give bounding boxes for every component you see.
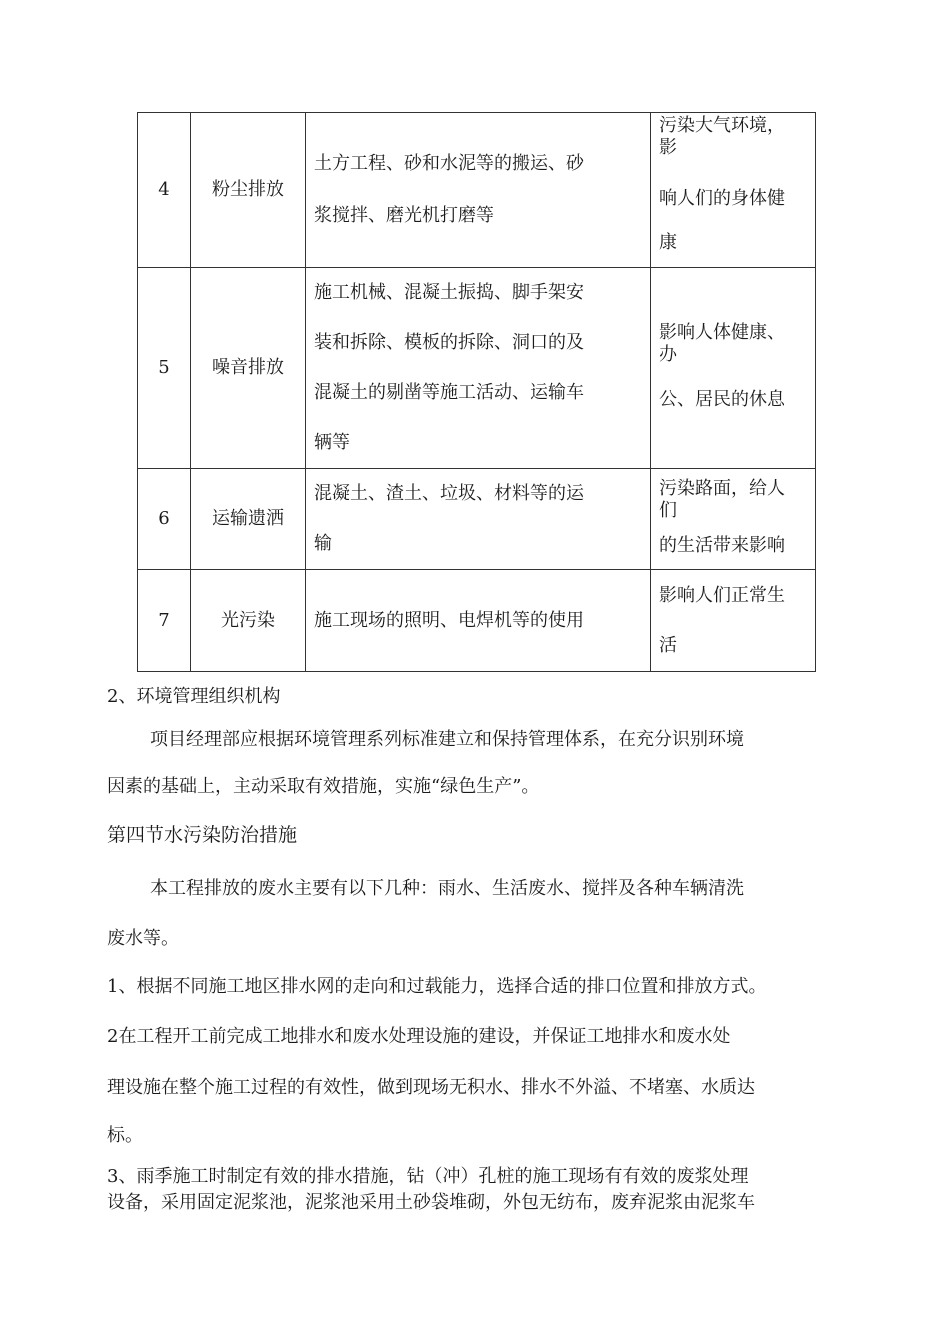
- impact-line: 们: [659, 500, 677, 521]
- row-number: 5: [138, 268, 191, 469]
- row-number: 6: [138, 469, 191, 570]
- impact-line: 影响人体健康、: [659, 322, 785, 343]
- impact-line: 响人们的身体健: [659, 188, 785, 209]
- impact-line: 污染路面，给人: [659, 478, 785, 499]
- list-item-3-line: 设备，采用固定泥浆池，泥浆池采用土砂袋堆砌，外包无纺布，废弃泥浆由泥浆车: [107, 1192, 755, 1213]
- row-number: 4: [138, 113, 191, 268]
- factor-impact: [651, 469, 816, 570]
- impact-line: 活: [659, 634, 677, 656]
- factor-impact: [651, 570, 816, 672]
- impact-line: 康: [659, 232, 677, 253]
- list-item-3-line: 3、雨季施工时制定有效的排水措施，钻（冲）孔桩的施工现场有有效的废浆处理: [107, 1166, 749, 1187]
- source-line: 混凝土、渣土、垃圾、材料等的运: [314, 483, 584, 504]
- source-line: 施工机械、混凝土振捣、脚手架安: [314, 282, 584, 303]
- impact-line: 影: [659, 137, 677, 158]
- list-item-2-line: 理设施在整个施工过程的有效性，做到现场无积水、排水不外溢、不堵塞、水质达: [107, 1077, 755, 1098]
- impact-line: 影响人们正常生: [659, 584, 785, 606]
- factor-name: 粉尘排放: [191, 113, 306, 268]
- source-line: 施工现场的照明、电焊机等的使用: [314, 609, 584, 631]
- list-item-2-line: 2在工程开工前完成工地排水和废水处理设施的建设，并保证工地排水和废水处: [107, 1026, 731, 1047]
- paragraph-line: 项目经理部应根据环境管理系列标准建立和保持管理体系，在充分识别环境: [150, 729, 744, 750]
- paragraph-line: 因素的基础上，主动采取有效措施，实施“绿色生产”。: [107, 776, 540, 797]
- source-line: 辆等: [314, 432, 350, 453]
- source-line: 混凝土的剔凿等施工活动、运输车: [314, 382, 584, 403]
- impact-line: 的生活带来影响: [659, 535, 785, 556]
- factor-source: [306, 570, 651, 672]
- impact-line: 办: [659, 344, 677, 365]
- factor-impact: [651, 113, 816, 268]
- impact-line: 污染大气环境，: [659, 115, 785, 136]
- source-line: 土方工程、砂和水泥等的搬运、砂: [314, 153, 584, 174]
- table-row: [138, 268, 816, 469]
- source-line: 输: [314, 533, 332, 554]
- factor-source: [306, 268, 651, 469]
- source-line: 装和拆除、模板的拆除、洞口的及: [314, 332, 584, 353]
- table-row: [138, 570, 816, 672]
- paragraph-line: 废水等。: [107, 928, 179, 949]
- source-line: 浆搅拌、磨光机打磨等: [314, 205, 494, 226]
- paragraph-line: 本工程排放的废水主要有以下几种：雨水、生活废水、搅拌及各种车辆清洗: [150, 878, 744, 899]
- factor-name: 噪音排放: [191, 268, 306, 469]
- section-2-title: 2、环境管理组织机构: [107, 686, 281, 707]
- section-4-title: 第四节水污染防治措施: [107, 824, 298, 846]
- list-item-1: 1、根据不同施工地区排水网的走向和过载能力，选择合适的排口位置和排放方式。: [107, 976, 767, 997]
- factor-source: [306, 113, 651, 268]
- row-number: 7: [138, 570, 191, 672]
- impact-line: 公、居民的休息: [659, 389, 785, 410]
- factor-source: [306, 469, 651, 570]
- table-row: [138, 113, 816, 268]
- table-row: [138, 469, 816, 570]
- environmental-factors-table: [137, 112, 816, 672]
- factor-name: 光污染: [191, 570, 306, 672]
- factor-name: 运输遗洒: [191, 469, 306, 570]
- list-item-2-line: 标。: [107, 1125, 143, 1146]
- factor-impact: [651, 268, 816, 469]
